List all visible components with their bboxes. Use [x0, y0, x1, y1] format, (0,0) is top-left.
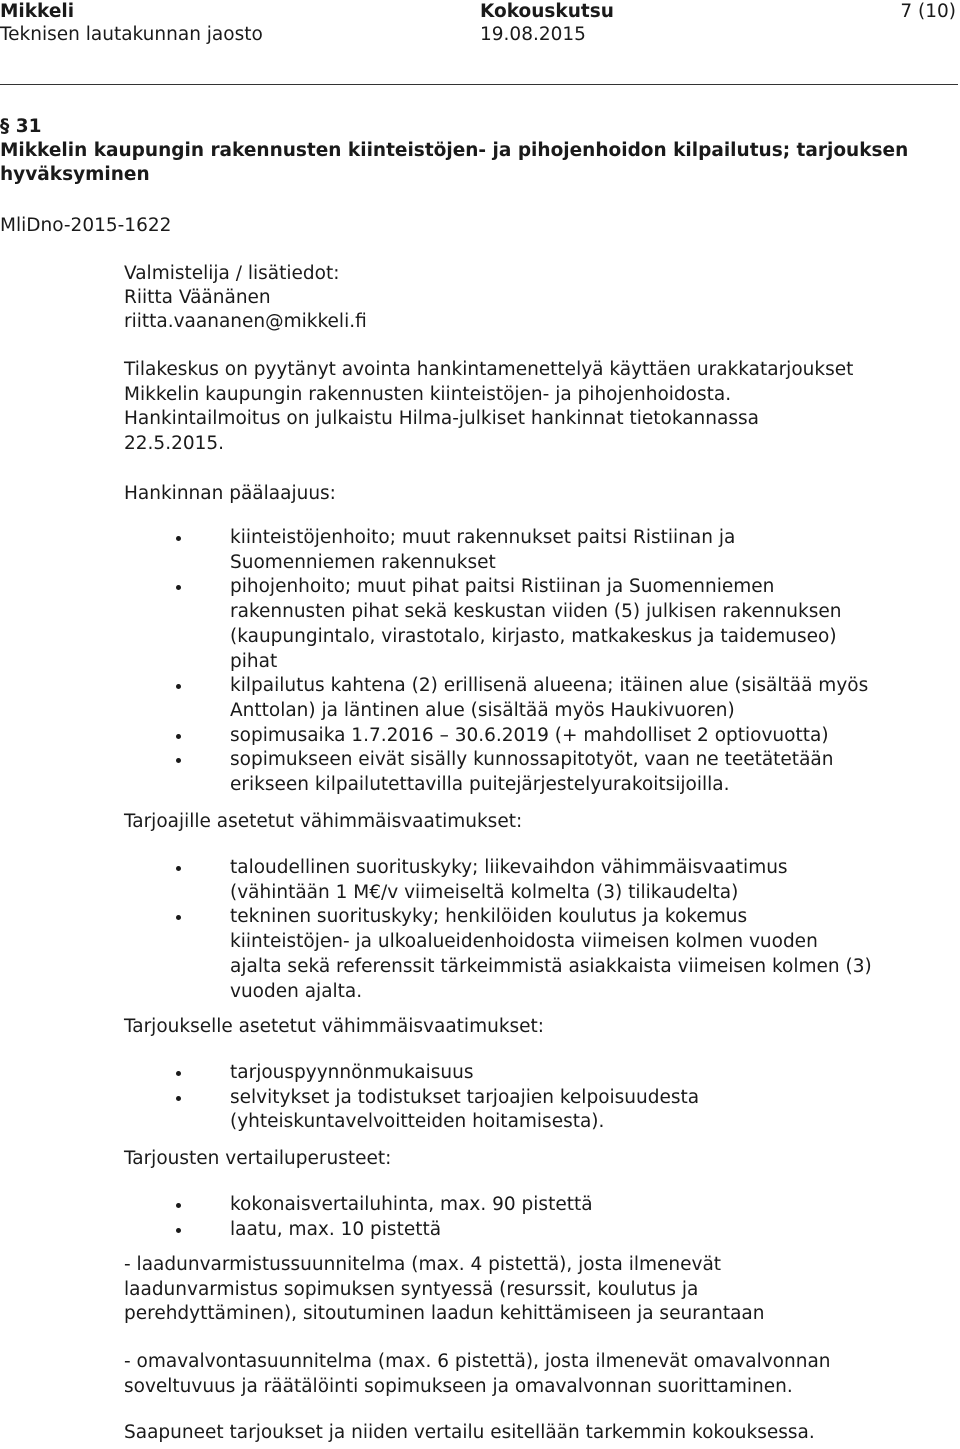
header-divider: [0, 84, 958, 85]
scope-heading: Hankinnan päälaajuus:: [124, 483, 336, 504]
list-item-line: sopimukseen eivät sisälly kunnossapitotyöt, vaan ne teetätetään: [230, 749, 834, 771]
bullet-icon: [176, 585, 181, 590]
list-item-line: kiinteistöjen- ja ulkoalueidenhoidosta viimeisen kolmen vuoden: [230, 931, 818, 953]
closing-sentence: Saapuneet tarjoukset ja niiden vertailu esitellään tarkemmin kokouksessa.: [124, 1422, 815, 1443]
record-number: MliDno-2015-1622: [0, 215, 172, 236]
bullet-icon: [176, 1071, 181, 1076]
list-item-line: kiinteistöjenhoito; muut rakennukset paitsi Ristiinan ja: [230, 527, 736, 548]
bullet-icon: [176, 536, 181, 541]
criteria-list: [124, 1193, 904, 1242]
list-item-line: pihat: [230, 650, 278, 672]
header-committee: Teknisen lautakunnan jaosto: [0, 24, 263, 45]
self-control-plan-paragraph: [124, 1350, 904, 1399]
list-item-line: kilpailutus kahtena (2) erillisenä alueena; itäinen alue (sisältää myös: [230, 675, 869, 697]
list-item: [124, 724, 904, 749]
list-item: [124, 1061, 904, 1086]
list-item-line: rakennusten pihat sekä keskustan viiden (5) julkisen rakennuksen: [230, 601, 842, 623]
header-org: Mikkeli: [0, 1, 75, 22]
offer-requirements-list: [124, 1061, 904, 1135]
list-item-line: vuoden ajalta.: [230, 980, 363, 1002]
header-page-number: 7 (10): [900, 1, 956, 22]
text-line: soveltuvuus ja räätälöinti sopimukseen ja omavalvonnan suorittaminen.: [124, 1375, 793, 1397]
list-item: [124, 1218, 904, 1243]
bullet-icon: [176, 684, 181, 689]
header-doc-type: Kokouskutsu: [480, 1, 614, 22]
preparer-name: Riitta Väänänen: [124, 287, 271, 308]
list-item: [124, 748, 904, 797]
bullet-icon: [176, 734, 181, 739]
list-item-line: Anttolan) ja läntinen alue (sisältää myös Haukivuoren): [230, 699, 735, 721]
text-line: Mikkelin kaupungin rakennusten kiinteistöjen- ja pihojenhoidosta.: [124, 383, 732, 405]
text-line: - laadunvarmistussuunnitelma (max. 4 pistettä), josta ilmenevät: [124, 1254, 722, 1275]
bullet-icon: [176, 915, 181, 920]
scope-list: [124, 526, 904, 798]
bullet-icon: [176, 1228, 181, 1233]
bidder-requirements-list: [124, 856, 904, 1004]
list-item: [124, 1086, 904, 1135]
list-item-line: ajalta sekä referenssit tärkeimmistä asiakkaista viimeisen kolmen (3): [230, 955, 872, 977]
section-title-line-1: Mikkelin kaupungin rakennusten kiinteistöjen- ja pihojenhoidon kilpailutus; tarjouksen: [0, 140, 909, 161]
intro-paragraph: [124, 358, 904, 457]
quality-plan-paragraph: [124, 1253, 904, 1327]
list-item-line: laatu, max. 10 pistettä: [230, 1218, 442, 1240]
list-item: [124, 575, 904, 674]
section-title-line-2: hyväksyminen: [0, 164, 150, 185]
header-date: 19.08.2015: [480, 24, 586, 45]
text-line: Hankintailmoitus on julkaistu Hilma-julkiset hankinnat tietokannassa: [124, 408, 759, 430]
list-item-line: (kaupungintalo, virastotalo, kirjasto, matkakeskus ja taidemuseo): [230, 625, 837, 647]
text-line: 22.5.2015.: [124, 433, 225, 455]
bullet-icon: [176, 1096, 181, 1101]
list-item-line: kokonaisvertailuhinta, max. 90 pistettä: [230, 1194, 593, 1215]
offer-requirements-heading: Tarjoukselle asetetut vähimmäisvaatimukset:: [124, 1016, 545, 1037]
list-item-line: (vähintään 1 M€/v viimeiseltä kolmelta (3) tilikaudelta): [230, 881, 739, 903]
list-item: [124, 856, 904, 905]
list-item-line: erikseen kilpailutettavilla puitejärjestelyurakoitsijoilla.: [230, 774, 730, 796]
list-item-line: tarjouspyynnönmukaisuus: [230, 1062, 474, 1083]
list-item-line: taloudellinen suorituskyky; liikevaihdon vähimmäisvaatimus: [230, 857, 788, 878]
bullet-icon: [176, 758, 181, 763]
bidder-requirements-heading: Tarjoajille asetetut vähimmäisvaatimukset:: [124, 811, 523, 832]
list-item: [124, 526, 904, 575]
list-item: [124, 1193, 904, 1218]
list-item: [124, 905, 904, 1004]
bullet-icon: [176, 1203, 181, 1208]
bullet-icon: [176, 866, 181, 871]
preparer-email[interactable]: riitta.vaananen@mikkeli.fi: [124, 311, 367, 332]
list-item-line: Suomenniemen rakennukset: [230, 551, 496, 573]
text-line: perehdyttäminen), sitoutuminen laadun kehittämiseen ja seurantaan: [124, 1303, 765, 1325]
criteria-heading: Tarjousten vertailuperusteet:: [124, 1148, 392, 1169]
preparer-label: Valmistelija / lisätiedot:: [124, 263, 340, 284]
list-item-line: pihojenhoito; muut pihat paitsi Ristiinan ja Suomenniemen: [230, 576, 775, 598]
list-item-line: (yhteiskuntavelvoitteiden hoitamisesta).: [230, 1111, 605, 1133]
list-item-line: selvitykset ja todistukset tarjoajien kelpoisuudesta: [230, 1086, 700, 1108]
list-item: [124, 674, 904, 723]
list-item-line: sopimusaika 1.7.2016 – 30.6.2019 (+ mahdolliset 2 optiovuotta): [230, 724, 829, 746]
text-line: laadunvarmistus sopimuksen syntyessä (resurssit, koulutus ja: [124, 1278, 699, 1300]
text-line: - omavalvontasuunnitelma (max. 6 pistettä), josta ilmenevät omavalvonnan: [124, 1351, 831, 1372]
list-item-line: tekninen suorituskyky; henkilöiden koulutus ja kokemus: [230, 906, 748, 928]
text-line: Tilakeskus on pyytänyt avointa hankintamenettelyä käyttäen urakkatarjoukset: [124, 359, 854, 380]
section-number: § 31: [0, 116, 42, 137]
